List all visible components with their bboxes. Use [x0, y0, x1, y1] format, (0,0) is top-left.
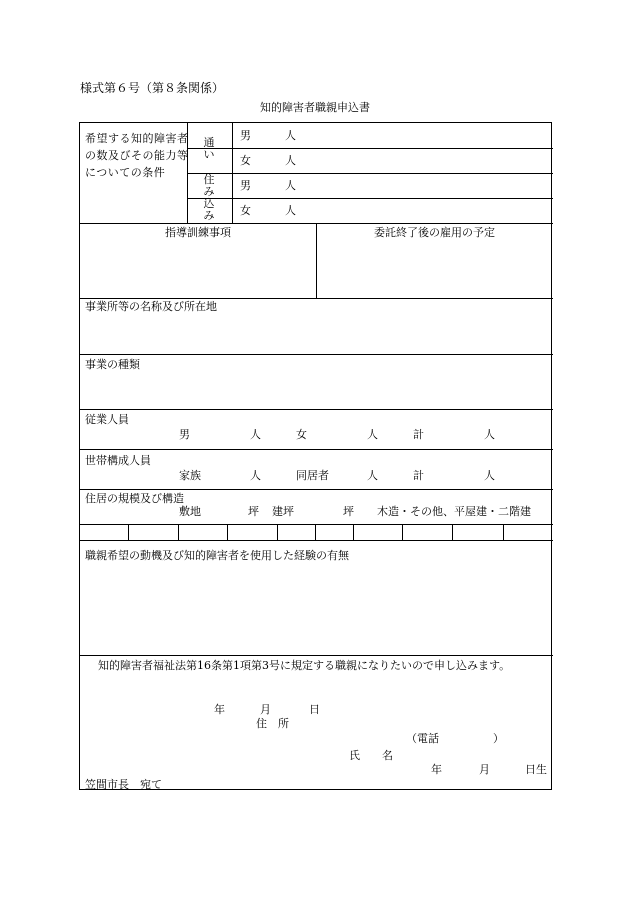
- employees-label: 従業人員: [85, 413, 129, 426]
- divider: [402, 524, 403, 540]
- birth-year: 年: [431, 763, 442, 776]
- divider: [227, 524, 228, 540]
- date-month: 月: [260, 703, 271, 716]
- household-label: 世帯構成人員: [85, 454, 151, 467]
- phone-close: ）: [493, 732, 504, 745]
- employees-total-unit: 人: [484, 428, 495, 441]
- form-number: 様式第６号（第８条関係）: [80, 81, 225, 95]
- divider: [80, 655, 553, 656]
- employees-female-label: 女: [296, 428, 307, 441]
- residence-building-area-label: 建坪: [272, 505, 294, 518]
- motive-label: 職親希望の動機及び知的障害者を使用した経験の有無: [85, 549, 349, 562]
- divider: [80, 540, 553, 541]
- divider: [353, 524, 354, 540]
- divider: [80, 449, 553, 450]
- divider: [80, 524, 553, 525]
- employees-male-label: 男: [179, 428, 190, 441]
- declaration-statement: 知的障害者福祉法第16条第1項第3号に規定する職親になりたいので申し込みます。: [98, 659, 511, 672]
- employees-total-label: 計: [413, 428, 424, 441]
- household-total-label: 計: [413, 469, 424, 482]
- form-title: 知的障害者職親申込書: [260, 101, 370, 114]
- divider: [178, 524, 179, 540]
- addressee: 笠間市長 宛て: [85, 778, 162, 791]
- residence-site-label: 敷地: [179, 505, 201, 518]
- commute-male-unit: 人: [285, 129, 296, 142]
- livein-female-label: 女: [240, 204, 251, 217]
- divider: [187, 148, 553, 149]
- divider: [80, 409, 553, 410]
- address-label: 住 所: [256, 717, 289, 730]
- conditions-label: 希望する知的障害者の数及びその能力等についての条件: [85, 132, 189, 179]
- business-type-label: 事業の種類: [85, 358, 140, 371]
- livein-male-label: 男: [240, 179, 251, 192]
- divider: [80, 298, 553, 299]
- date-year: 年: [214, 703, 225, 716]
- commute-female-unit: 人: [285, 154, 296, 167]
- livein-male-unit: 人: [285, 179, 296, 192]
- household-family-unit: 人: [250, 469, 261, 482]
- name-label: 氏 名: [349, 749, 393, 762]
- commute-female-label: 女: [240, 154, 251, 167]
- employees-male-unit: 人: [250, 428, 261, 441]
- commute-male-label: 男: [240, 129, 251, 142]
- divider: [452, 524, 453, 540]
- phone-open: （電話: [406, 732, 439, 745]
- household-cohabitant-label: 同居者: [296, 469, 329, 482]
- household-family-label: 家族: [179, 469, 201, 482]
- divider: [187, 173, 553, 174]
- employment-plan-label: 委託終了後の雇用の予定: [374, 226, 495, 239]
- divider: [80, 354, 553, 355]
- application-form-table: [79, 122, 552, 790]
- residence-site-unit: 坪: [248, 505, 259, 518]
- birth-day: 日生: [525, 763, 547, 776]
- business-name-address-label: 事業所等の名称及び所在地: [85, 300, 217, 313]
- divider: [503, 524, 504, 540]
- divider: [315, 524, 316, 540]
- guidance-label: 指導訓練事項: [165, 226, 231, 239]
- divider: [277, 524, 278, 540]
- household-total-unit: 人: [484, 469, 495, 482]
- employees-female-unit: 人: [367, 428, 378, 441]
- household-cohabitant-unit: 人: [367, 469, 378, 482]
- birth-month: 月: [479, 763, 490, 776]
- livein-female-unit: 人: [285, 204, 296, 217]
- date-day: 日: [309, 703, 320, 716]
- livein-label: 住み込み: [203, 173, 215, 222]
- residence-label: 住居の規模及び構造: [85, 492, 184, 505]
- divider: [187, 198, 553, 199]
- divider: [80, 489, 553, 490]
- commute-label: 通い: [203, 136, 215, 161]
- residence-building-area-unit: 坪: [343, 505, 354, 518]
- residence-structure-label: 木造・その他、平屋建・二階建: [377, 505, 531, 518]
- divider: [128, 524, 129, 540]
